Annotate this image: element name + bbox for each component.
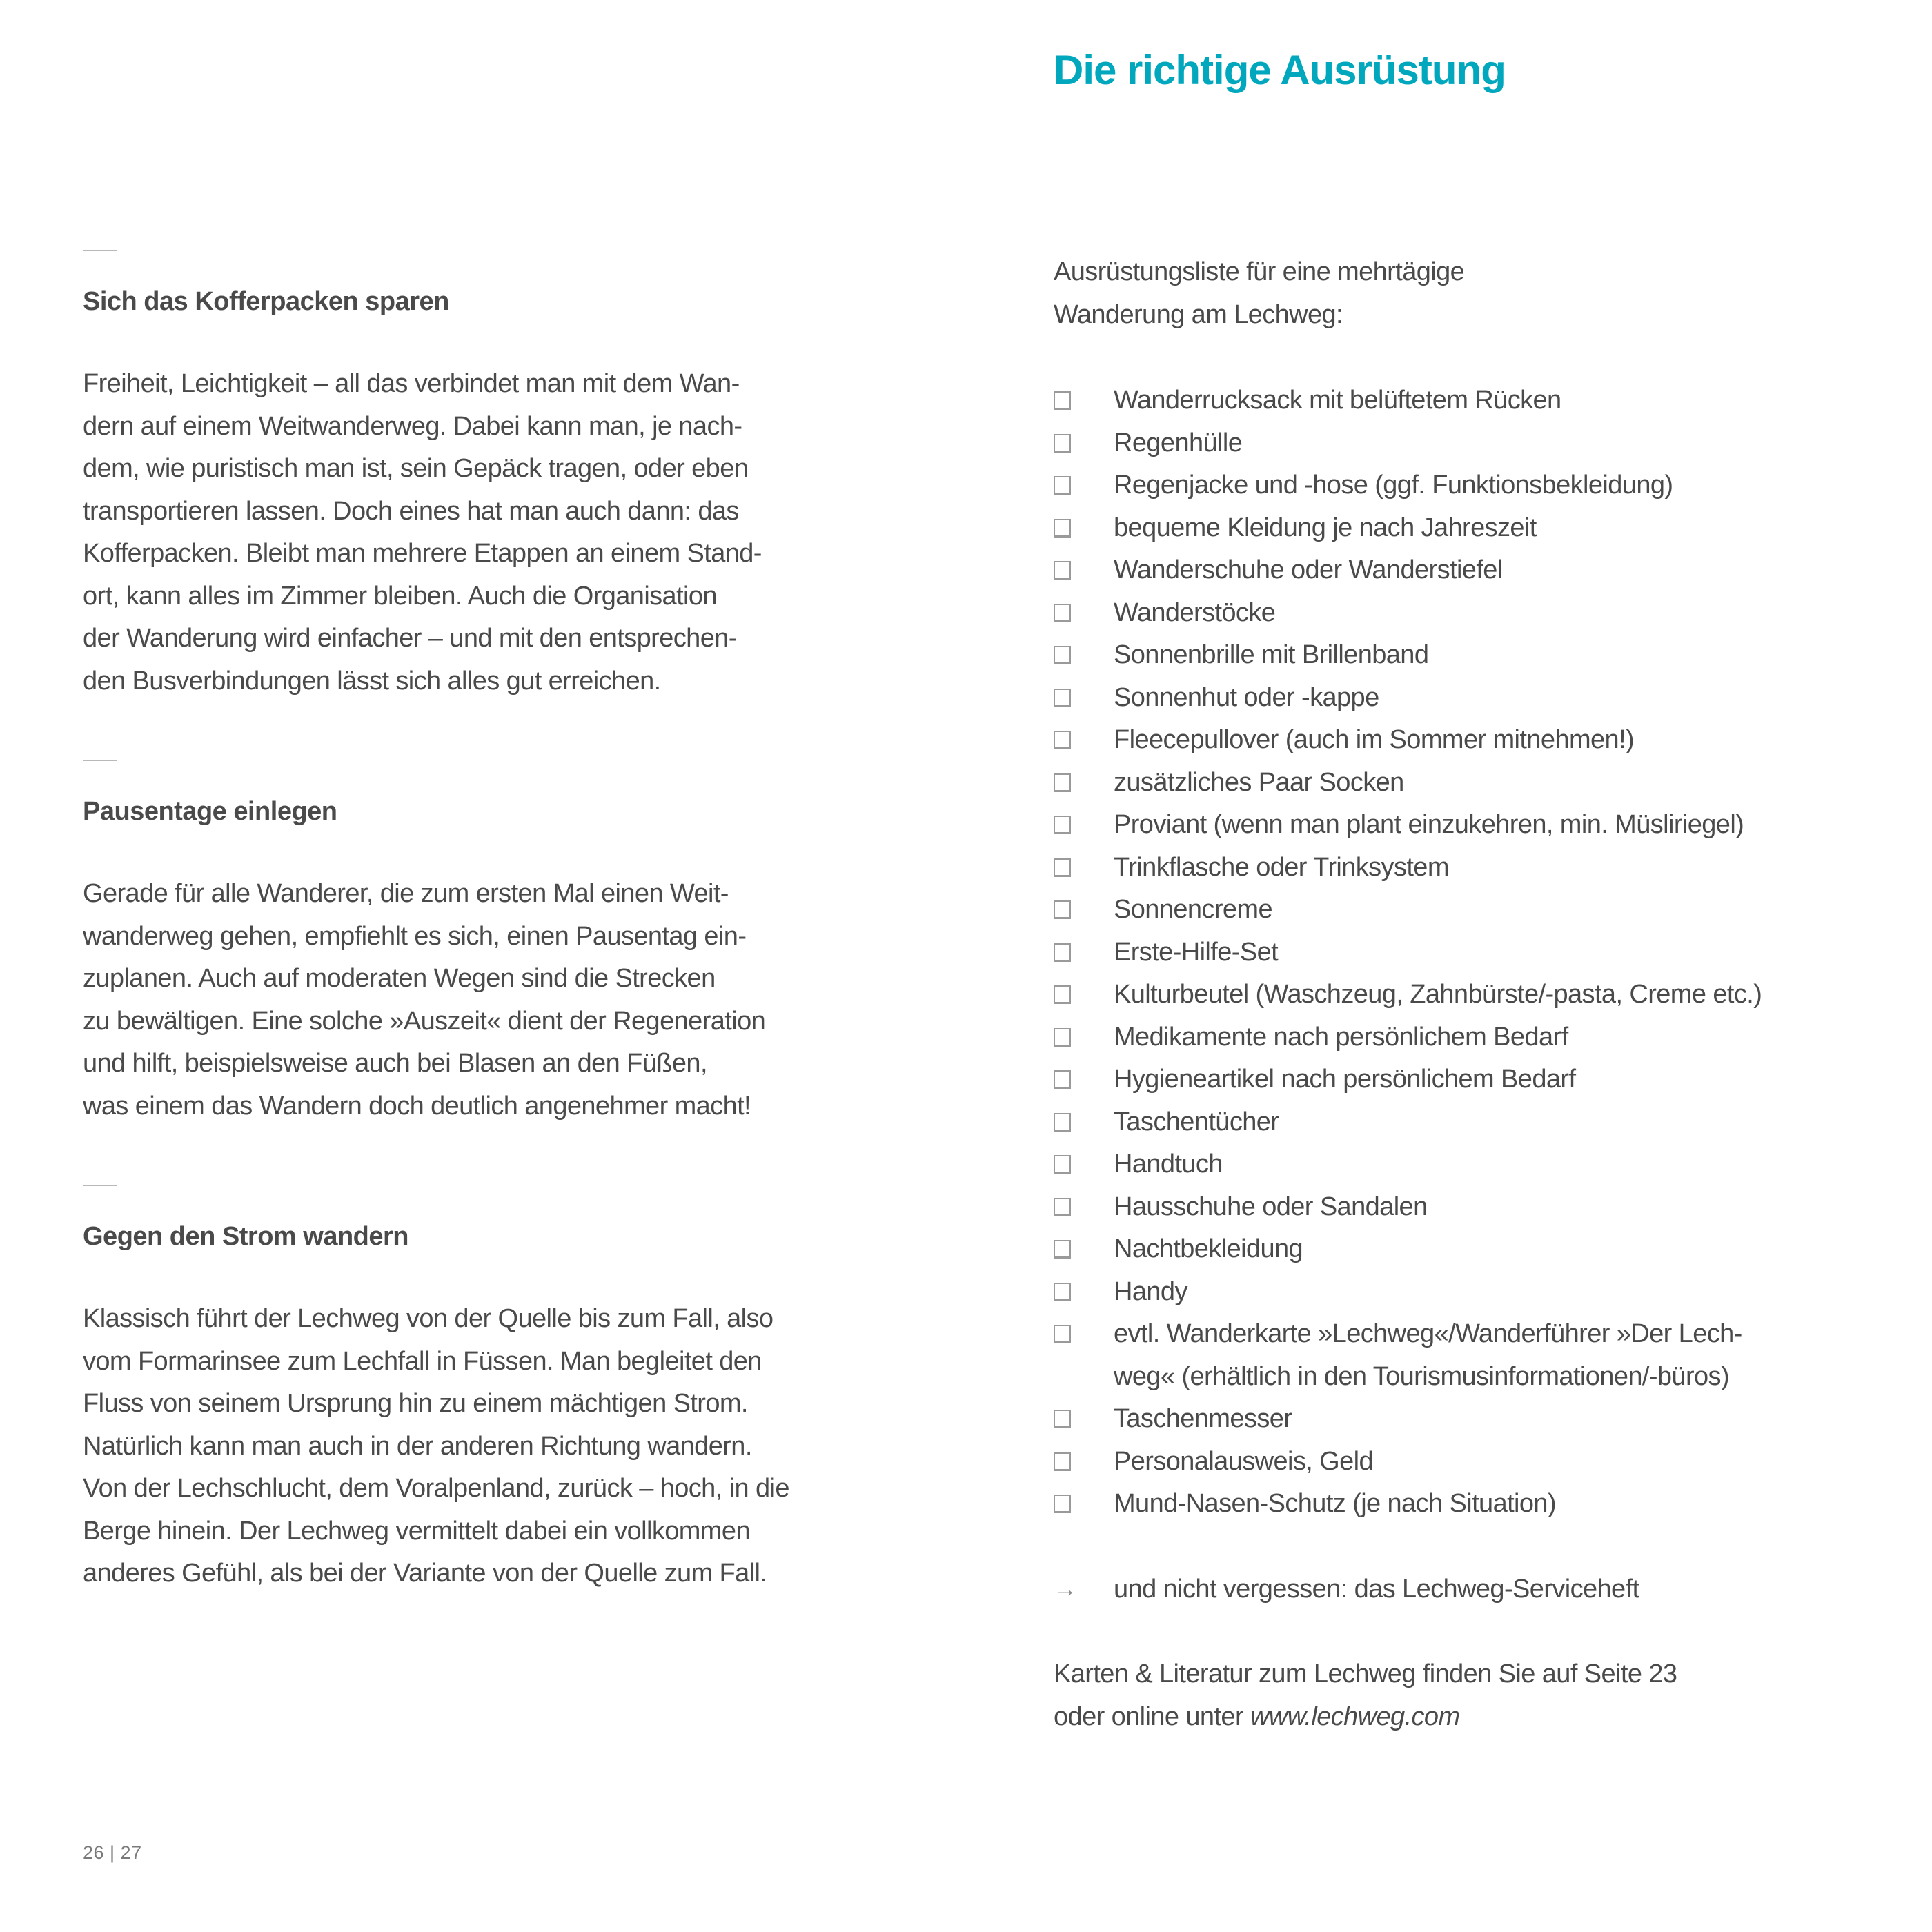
checklist-item-label: Sonnenhut oder -kappe bbox=[1114, 682, 1379, 712]
checklist-item-label: zusätzliches Paar Socken bbox=[1114, 767, 1404, 797]
checklist-item bbox=[1054, 1483, 1923, 1526]
checklist-item-label: Handtuch bbox=[1114, 1150, 1223, 1179]
checklist-item bbox=[1054, 804, 1923, 847]
text-line: und hilft, beispielsweise auch bei Blasen an den Füßen, bbox=[83, 1049, 707, 1078]
section-divider bbox=[83, 760, 117, 761]
checklist-item-label: Handy bbox=[1114, 1276, 1187, 1306]
section-heading: Gegen den Strom wandern bbox=[83, 1222, 409, 1251]
checklist-item bbox=[1054, 634, 1923, 677]
text-line: transportieren lassen. Doch eines hat man auch dann: das bbox=[83, 496, 739, 526]
section-body bbox=[83, 363, 762, 702]
checklist-item bbox=[1054, 507, 1923, 550]
checkbox[interactable] bbox=[1054, 1028, 1071, 1047]
checkbox[interactable] bbox=[1054, 1198, 1071, 1216]
text-line: Klassisch führt der Lechweg von der Quelle bis zum Fall, also bbox=[83, 1304, 773, 1333]
text-line: Kofferpacken. Bleibt man mehrere Etappen an einem Stand- bbox=[83, 539, 762, 568]
checklist-item-label: Proviant (wenn man plant einzukehren, min. Müsliriegel) bbox=[1114, 810, 1744, 839]
checklist-item bbox=[1054, 1398, 1923, 1441]
checklist-item-label: Personalausweis, Geld bbox=[1114, 1446, 1374, 1476]
section-kofferpacken bbox=[83, 250, 911, 696]
text-line: den Busverbindungen lässt sich alles gut erreichen. bbox=[83, 666, 661, 696]
checklist-item bbox=[1054, 464, 1923, 507]
text-line: Berge hinein. Der Lechweg vermittelt dabei ein vollkommen bbox=[83, 1516, 750, 1546]
checklist-item-label: bequeme Kleidung je nach Jahreszeit bbox=[1114, 513, 1537, 542]
section-heading: Sich das Kofferpacken sparen bbox=[83, 287, 449, 316]
section-body bbox=[83, 1298, 789, 1595]
checklist-item bbox=[1054, 1058, 1923, 1101]
checklist-item bbox=[1054, 762, 1923, 805]
checklist-item-label: Sonnenbrille mit Brillenband bbox=[1114, 640, 1429, 669]
checklist-item bbox=[1054, 677, 1923, 720]
text-line: zuplanen. Auch auf moderaten Wegen sind die Strecken bbox=[83, 964, 716, 993]
text-line: vom Formarinsee zum Lechfall in Füssen. Man begleitet den bbox=[83, 1346, 762, 1376]
text-line: der Wanderung wird einfacher – und mit den entsprechen- bbox=[83, 624, 737, 653]
section-divider bbox=[83, 1185, 117, 1186]
checklist-item-label: Taschenmesser bbox=[1114, 1404, 1292, 1433]
checklist-item bbox=[1054, 1016, 1923, 1059]
checkbox[interactable] bbox=[1054, 519, 1071, 538]
checklist-item bbox=[1054, 592, 1923, 635]
checklist-item-label: Nachtbekleidung bbox=[1114, 1234, 1303, 1263]
checklist-item-label: Wanderstöcke bbox=[1114, 598, 1276, 627]
section-divider bbox=[83, 250, 117, 251]
footer-note-line: Karten & Literatur zum Lechweg finden Sie auf Seite 23 bbox=[1054, 1659, 1677, 1688]
section-pausentage bbox=[83, 760, 911, 1121]
checklist-item-label: weg« (erhältlich in den Tourismusinformationen/-büros) bbox=[1114, 1361, 1730, 1391]
section-heading: Pausentage einlegen bbox=[83, 797, 337, 826]
checklist-item bbox=[1054, 1143, 1923, 1186]
checklist-item bbox=[1054, 1101, 1923, 1144]
text-line: Natürlich kann man auch in der anderen Richtung wandern. bbox=[83, 1431, 752, 1461]
checkbox[interactable] bbox=[1054, 1325, 1071, 1343]
checklist-item bbox=[1054, 974, 1923, 1016]
text-line: Von der Lechschlucht, dem Voralpenland, zurück – hoch, in die bbox=[83, 1474, 789, 1503]
website-link[interactable]: www.lechweg.com bbox=[1250, 1702, 1460, 1731]
checkbox[interactable] bbox=[1054, 1070, 1071, 1089]
checklist-item-label: Regenhülle bbox=[1114, 428, 1243, 457]
text-line: dem, wie puristisch man ist, sein Gepäck tragen, oder eben bbox=[83, 454, 749, 483]
text-line: zu bewältigen. Eine solche »Auszeit« dient der Regeneration bbox=[83, 1006, 766, 1036]
checkbox[interactable] bbox=[1054, 1410, 1071, 1428]
checkbox[interactable] bbox=[1054, 1495, 1071, 1513]
checkbox[interactable] bbox=[1054, 985, 1071, 1004]
footer-note-line bbox=[1054, 1696, 1677, 1739]
checkbox[interactable] bbox=[1054, 1240, 1071, 1259]
section-body bbox=[83, 873, 765, 1127]
checklist-item-label: Erste-Hilfe-Set bbox=[1114, 937, 1279, 967]
checklist-item-label: Hausschuhe oder Sandalen bbox=[1114, 1192, 1428, 1221]
arrow-right-icon: → bbox=[1054, 1576, 1077, 1602]
checklist-item bbox=[1054, 1441, 1923, 1483]
checklist-item-label: Fleecepullover (auch im Sommer mitnehmen!) bbox=[1114, 725, 1635, 754]
checkbox[interactable] bbox=[1054, 1452, 1071, 1471]
checkbox[interactable] bbox=[1054, 1155, 1071, 1174]
checkbox[interactable] bbox=[1054, 689, 1071, 707]
equipment-checklist bbox=[1054, 379, 1923, 1526]
footer-note bbox=[1054, 1653, 1677, 1738]
checkbox[interactable] bbox=[1054, 391, 1071, 410]
checklist-item bbox=[1054, 379, 1923, 422]
text-line: anderes Gefühl, als bei der Variante von der Quelle zum Fall. bbox=[83, 1559, 767, 1588]
checkbox[interactable] bbox=[1054, 943, 1071, 962]
checklist-item bbox=[1054, 889, 1923, 931]
checklist-item bbox=[1054, 1228, 1923, 1271]
checkbox[interactable] bbox=[1054, 561, 1071, 580]
checklist-item bbox=[1054, 931, 1923, 974]
text-line: dern auf einem Weitwanderweg. Dabei kann man, je nach- bbox=[83, 411, 742, 441]
checklist-item-label: Trinkflasche oder Trinksystem bbox=[1114, 852, 1449, 882]
checklist-item-label: Hygieneartikel nach persönlichem Bedarf bbox=[1114, 1065, 1576, 1094]
text-line: ort, kann alles im Zimmer bleiben. Auch die Organisation bbox=[83, 581, 717, 611]
checkbox[interactable] bbox=[1054, 646, 1071, 664]
checklist-item-label: Wanderrucksack mit belüftetem Rücken bbox=[1114, 386, 1561, 415]
checklist-intro bbox=[1054, 251, 1464, 336]
text-line: wanderweg gehen, empfiehlt es sich, einen Pausentag ein- bbox=[83, 921, 747, 951]
text-line: was einem das Wandern doch deutlich angenehmer macht! bbox=[83, 1091, 751, 1121]
text-line: Wanderung am Lechweg: bbox=[1054, 299, 1343, 329]
checklist-item bbox=[1054, 1313, 1923, 1398]
checkbox[interactable] bbox=[1054, 731, 1071, 749]
page-title: Die richtige Ausrüstung bbox=[1054, 47, 1506, 93]
checklist-item-label: Mund-Nasen-Schutz (je nach Situation) bbox=[1114, 1489, 1557, 1518]
checklist-item-label: Sonnencreme bbox=[1114, 895, 1272, 924]
section-gegen-den-strom bbox=[83, 1185, 911, 1588]
checkbox[interactable] bbox=[1054, 434, 1071, 453]
checkbox[interactable] bbox=[1054, 604, 1071, 622]
checklist-item-label: Kulturbeutel (Waschzeug, Zahnbürste/-pasta, Creme etc.) bbox=[1114, 980, 1762, 1009]
checklist-item-label: Regenjacke und -hose (ggf. Funktionsbekleidung) bbox=[1114, 471, 1673, 500]
checkbox[interactable] bbox=[1054, 816, 1071, 834]
text-line: Freiheit, Leichtigkeit – all das verbindet man mit dem Wan- bbox=[83, 369, 740, 398]
checkbox[interactable] bbox=[1054, 858, 1071, 877]
checklist-item bbox=[1054, 422, 1923, 465]
checklist-item-label: evtl. Wanderkarte »Lechweg«/Wanderführer »Der Lech- bbox=[1114, 1319, 1742, 1348]
checkbox[interactable] bbox=[1054, 1283, 1071, 1301]
checkbox[interactable] bbox=[1054, 1113, 1071, 1132]
checklist-item bbox=[1054, 847, 1923, 889]
checkbox[interactable] bbox=[1054, 773, 1071, 792]
checklist-item bbox=[1054, 719, 1923, 762]
checkbox[interactable] bbox=[1054, 900, 1071, 919]
checklist-item bbox=[1054, 549, 1923, 592]
footer-note-prefix: oder online unter bbox=[1054, 1702, 1250, 1731]
text-line: Fluss von seinem Ursprung hin zu einem mächtigen Strom. bbox=[83, 1389, 748, 1418]
checklist-item-label: Wanderschuhe oder Wanderstiefel bbox=[1114, 555, 1503, 584]
page-numbers: 26 | 27 bbox=[83, 1842, 142, 1863]
checklist-item bbox=[1054, 1186, 1923, 1229]
checkbox[interactable] bbox=[1054, 476, 1071, 495]
text-line: Gerade für alle Wanderer, die zum ersten Mal einen Weit- bbox=[83, 879, 729, 908]
text-line: Ausrüstungsliste für eine mehrtägige bbox=[1054, 257, 1465, 286]
checklist-item bbox=[1054, 1271, 1923, 1314]
reminder-text: und nicht vergessen: das Lechweg-Serviceheft bbox=[1114, 1575, 1639, 1604]
checklist-item-label: Medikamente nach persönlichem Bedarf bbox=[1114, 1022, 1568, 1052]
checklist-item-label: Taschentücher bbox=[1114, 1107, 1279, 1136]
